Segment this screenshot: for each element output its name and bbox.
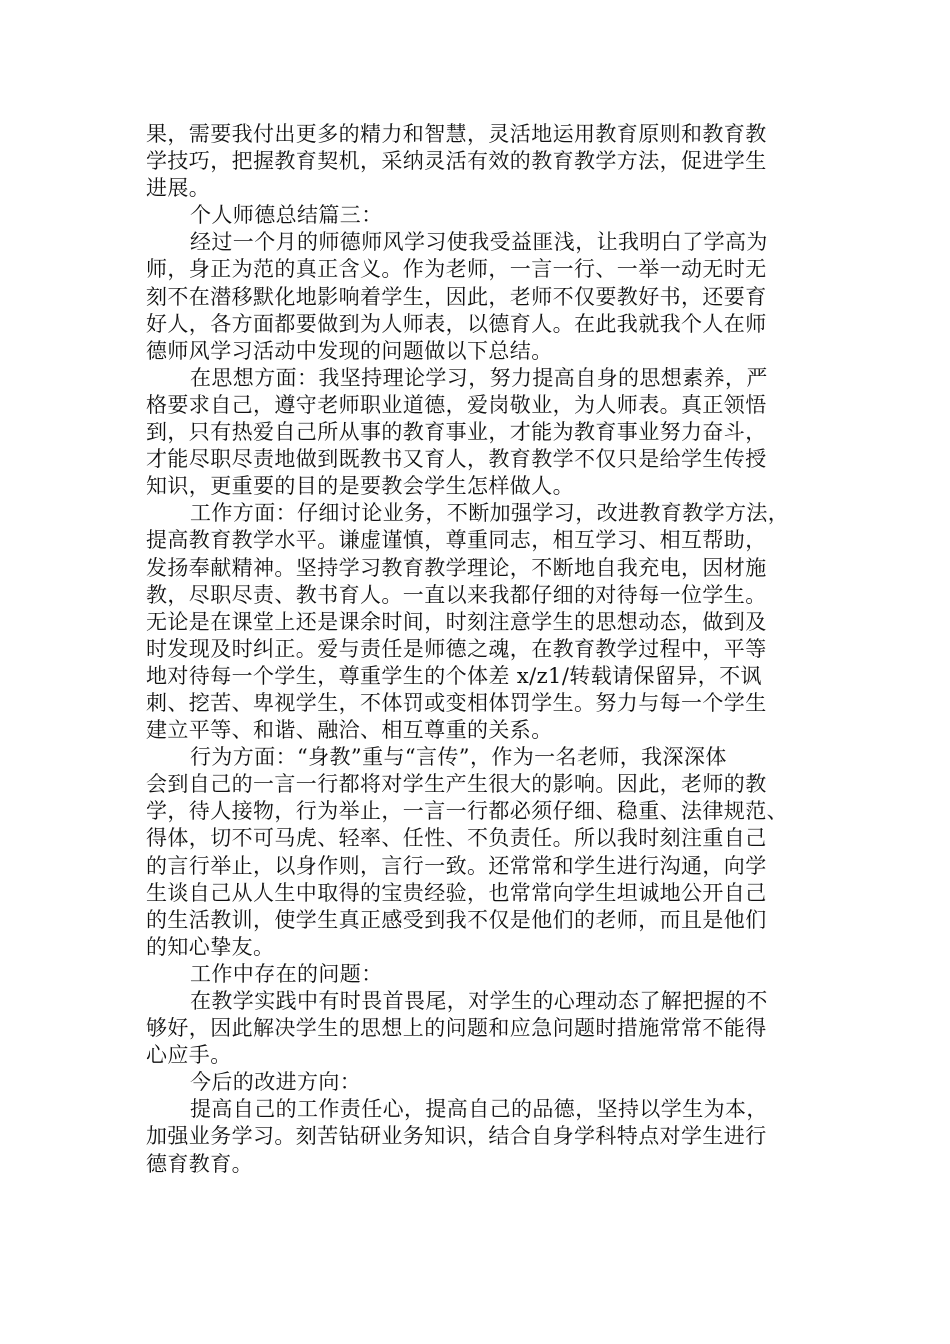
text-line: 经过一个月的师德师风学习使我受益匪浅，让我明白了学高为 xyxy=(190,230,768,255)
text-line: 个人师德总结篇三： xyxy=(190,203,383,228)
text-line: 的言行举止，以身作则，言行一致。还常常和学生进行沟通，向学 xyxy=(146,853,767,878)
text-line: 工作中存在的问题： xyxy=(190,961,383,986)
text-line: 无论是在课堂上还是课余时间，时刻注意学生的思想动态，做到及 xyxy=(146,609,767,634)
text-line: 发扬奉献精神。坚持学习教育教学理论，不断地自我充电，因材施 xyxy=(146,555,767,580)
text-line: 刻不在潜移默化地影响着学生，因此，老师不仅要教好书，还要育 xyxy=(146,284,767,309)
text-line: 会到自己的一言一行都将对学生产生很大的影响。因此，老师的教 xyxy=(146,772,767,797)
text-line: 教，尽职尽责、教书育人。一直以来我都仔细的对待每一位学生。 xyxy=(146,582,767,607)
paragraph xyxy=(146,121,812,202)
document-body xyxy=(146,121,812,1178)
text-line: 心应手。 xyxy=(146,1043,232,1068)
paragraph xyxy=(146,202,812,229)
text-line: 进展。 xyxy=(146,176,211,201)
text-line: 工作方面：仔细讨论业务，不断加强学习，改进教育教学方法， xyxy=(190,501,790,526)
text-line: 地对待每一个学生，尊重学生的个体差 x/z1/转载请保留异，不讽 xyxy=(146,663,762,688)
paragraph xyxy=(146,1069,812,1096)
text-line: 加强业务学习。刻苦钻研业务知识，结合自身学科特点对学生进行 xyxy=(146,1124,767,1149)
text-line: 才能尽职尽责地做到既教书又育人，教育教学不仅只是给学生传授 xyxy=(146,447,767,472)
text-line: 在思想方面：我坚持理论学习，努力提高自身的思想素养，严 xyxy=(190,365,768,390)
paragraph xyxy=(146,1096,812,1177)
text-line: 德师风学习活动中发现的问题做以下总结。 xyxy=(146,338,553,363)
text-line: 的知心挚友。 xyxy=(146,934,275,959)
text-line: 格要求自己，遵守老师职业道德，爱岗敬业，为人师表。真正领悟 xyxy=(146,392,767,417)
text-line: 果，需要我付出更多的精力和智慧，灵活地运用教育原则和教育教 xyxy=(146,122,767,146)
paragraph xyxy=(146,365,812,500)
text-line: 到，只有热爱自己所从事的教育事业，才能为教育事业努力奋斗， xyxy=(146,420,767,445)
text-line: 行为方面：“身教”重与“言传”，作为一名老师，我深深体 xyxy=(190,745,727,770)
text-line: 生谈自己从人生中取得的宝贵经验，也常常向学生坦诚地公开自己 xyxy=(146,880,767,905)
text-line: 得体，切不可马虎、轻率、任性、不负责任。所以我时刻注重自己 xyxy=(146,826,767,851)
text-line: 够好，因此解决学生的思想上的问题和应急问题时措施常常不能得 xyxy=(146,1016,767,1041)
text-line: 时发现及时纠正。爱与责任是师德之魂，在教育教学过程中，平等 xyxy=(146,636,767,661)
paragraph xyxy=(146,988,812,1069)
text-line: 刺、挖苦、卑视学生，不体罚或变相体罚学生。努力与每一个学生 xyxy=(146,690,767,715)
text-line: 在教学实践中有时畏首畏尾，对学生的心理动态了解把握的不 xyxy=(190,989,768,1013)
paragraph xyxy=(146,229,812,364)
paragraph xyxy=(146,744,812,961)
paragraph xyxy=(146,961,812,988)
text-line: 提高自己的工作责任心，提高自己的品德，坚持以学生为本， xyxy=(190,1097,768,1122)
text-line: 知识，更重要的目的是要教会学生怎样做人。 xyxy=(146,474,574,499)
text-line: 好人，各方面都要做到为人师表，以德育人。在此我就我个人在师 xyxy=(146,311,767,336)
text-line: 建立平等、和谐、融洽、相互尊重的关系。 xyxy=(146,718,553,743)
paragraph xyxy=(146,500,812,744)
text-line: 的生活教训，使学生真正感受到我不仅是他们的老师，而且是他们 xyxy=(146,907,767,932)
text-line: 学，待人接物，行为举止，一言一行都必须仔细、稳重、法律规范、 xyxy=(146,799,788,824)
text-line: 师，身正为范的真正含义。作为老师，一言一行、一举一动无时无 xyxy=(146,257,767,282)
text-line: 学技巧，把握教育契机，采纳灵活有效的教育教学方法，促进学生 xyxy=(146,149,767,174)
text-line: 今后的改进方向： xyxy=(190,1070,362,1095)
text-line: 德育教育。 xyxy=(146,1151,253,1176)
text-line: 提高教育教学水平。谦虚谨慎，尊重同志，相互学习、相互帮助， xyxy=(146,528,767,553)
